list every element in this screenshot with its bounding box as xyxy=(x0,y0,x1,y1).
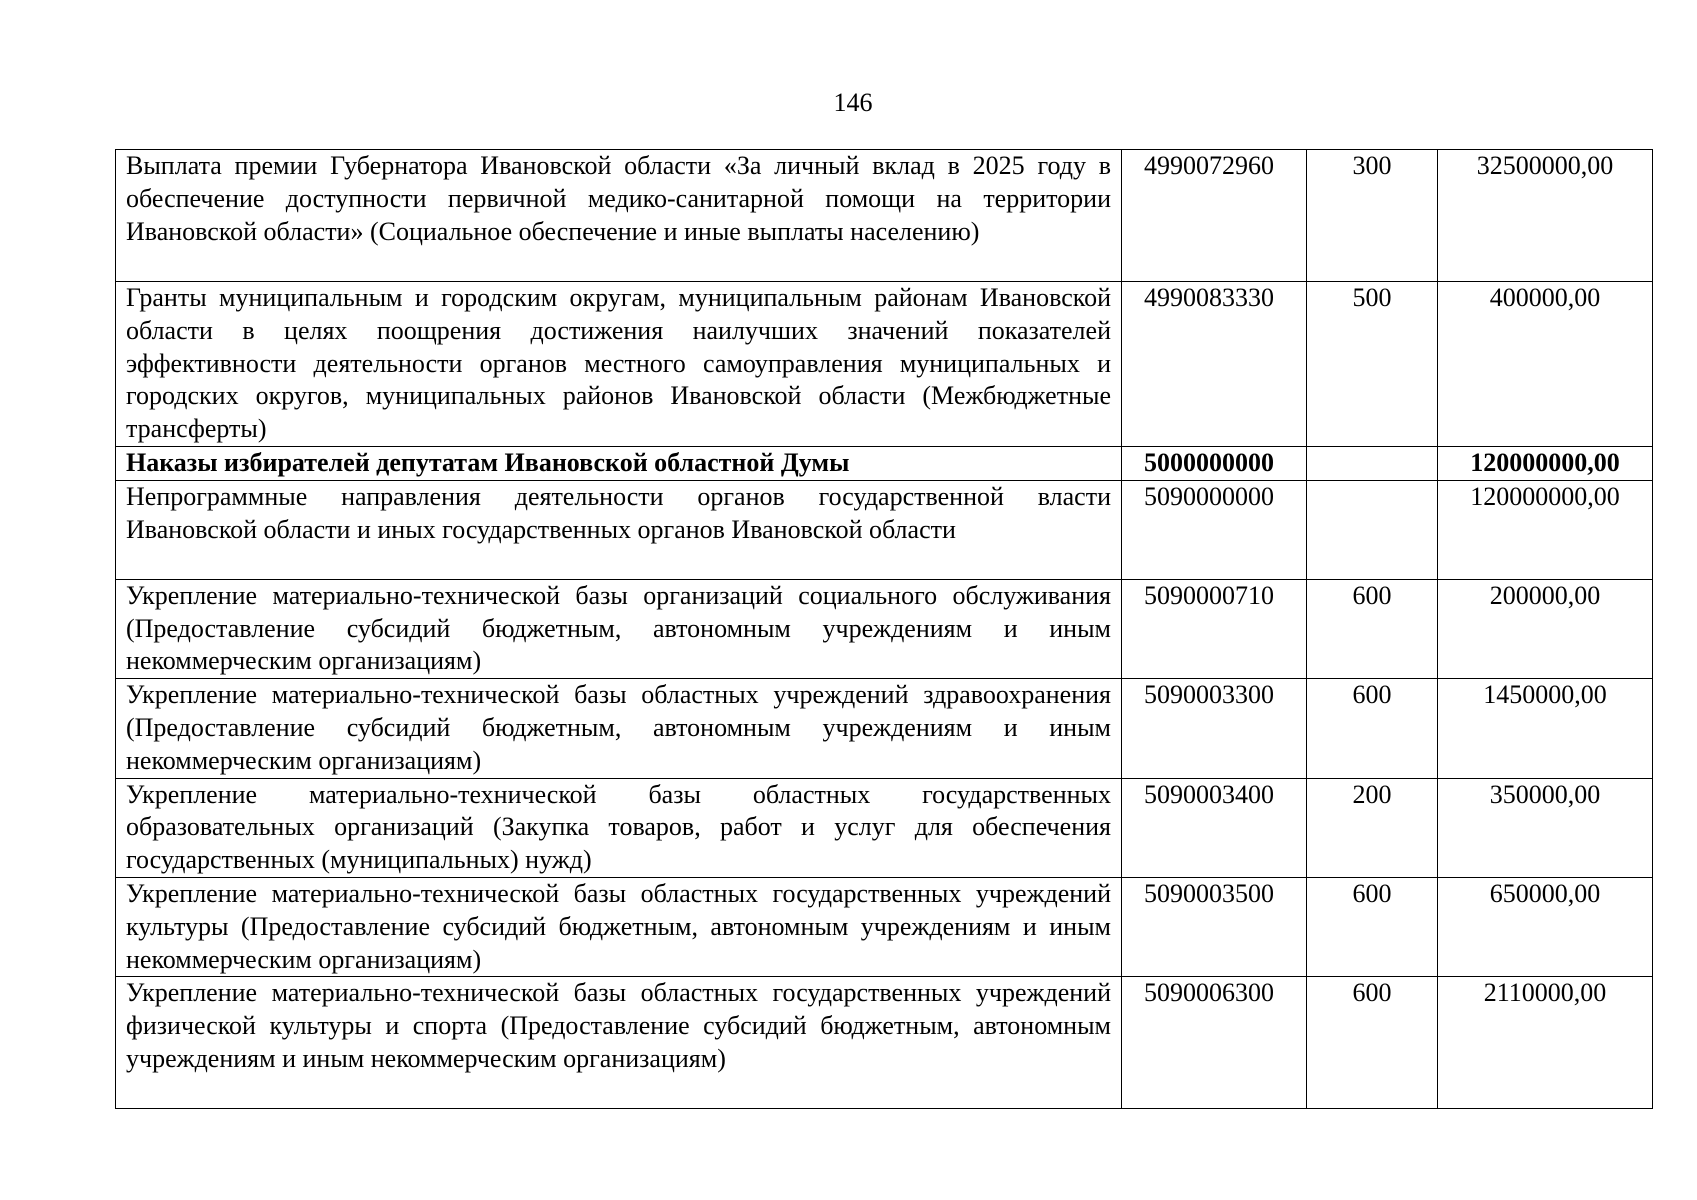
expense-type-code: 600 xyxy=(1307,579,1438,678)
target-article-code: 5090000710 xyxy=(1122,579,1307,678)
target-article-code: 4990072960 xyxy=(1122,150,1307,282)
expense-type-code: 600 xyxy=(1307,977,1438,1109)
expense-name: Гранты муниципальным и городским округам, муниципальным районам Ивановской области в целях поощрения достижения наилучших значений показателей эффективности деятельности органов местного самоуправления муниципальных и городских округов, муниципальных районов Ивановской области (Межбюджетные трансферты) xyxy=(116,282,1122,447)
page-number: 146 xyxy=(833,88,873,117)
target-article-code: 5090000000 xyxy=(1122,480,1307,579)
expense-type-code: 600 xyxy=(1307,877,1438,976)
expense-type-code xyxy=(1307,480,1438,579)
target-article-code: 4990083330 xyxy=(1122,282,1307,447)
amount: 350000,00 xyxy=(1438,778,1653,877)
amount: 120000000,00 xyxy=(1438,446,1653,480)
target-article-code: 5000000000 xyxy=(1122,446,1307,480)
section-name: Наказы избирателей депутатам Ивановской областной Думы xyxy=(116,446,1122,480)
budget-table xyxy=(115,149,1653,1109)
table-row xyxy=(116,778,1653,877)
expense-name: Непрограммные направления деятельности органов государственной власти Ивановской области и иных государственных органов Ивановской области xyxy=(116,480,1122,579)
table-row xyxy=(116,480,1653,579)
amount: 32500000,00 xyxy=(1438,150,1653,282)
amount: 650000,00 xyxy=(1438,877,1653,976)
expense-name: Укрепление материально-технической базы организаций социального обслуживания (Предоставление субсидий бюджетным, автономным учреждениям и иным некоммерческим организациям) xyxy=(116,579,1122,678)
amount: 200000,00 xyxy=(1438,579,1653,678)
table-row xyxy=(116,150,1653,282)
amount: 1450000,00 xyxy=(1438,679,1653,778)
expense-type-code: 600 xyxy=(1307,679,1438,778)
expense-type-code: 500 xyxy=(1307,282,1438,447)
target-article-code: 5090003400 xyxy=(1122,778,1307,877)
expense-type-code: 300 xyxy=(1307,150,1438,282)
amount: 120000000,00 xyxy=(1438,480,1653,579)
table-row xyxy=(116,282,1653,447)
amount: 2110000,00 xyxy=(1438,977,1653,1109)
table-row xyxy=(116,579,1653,678)
expense-name: Укрепление материально-технической базы областных государственных образовательных организаций (Закупка товаров, работ и услуг для обеспечения государственных (муниципальных) нужд) xyxy=(116,778,1122,877)
expense-type-code: 200 xyxy=(1307,778,1438,877)
expense-name: Укрепление материально-технической базы областных государственных учреждений культуры (Предоставление субсидий бюджетным, автономным учреждениям и иным некоммерческим организациям) xyxy=(116,877,1122,976)
expense-name: Выплата премии Губернатора Ивановской области «За личный вклад в 2025 году в обеспечение доступности первичной медико-санитарной помощи на территории Ивановской области» (Социальное обеспечение и иные выплаты населению) xyxy=(116,150,1122,282)
table-row xyxy=(116,877,1653,976)
target-article-code: 5090006300 xyxy=(1122,977,1307,1109)
amount: 400000,00 xyxy=(1438,282,1653,447)
table-row-section-total xyxy=(116,446,1653,480)
expense-name: Укрепление материально-технической базы областных учреждений здравоохранения (Предоставление субсидий бюджетным, автономным учреждениям и иным некоммерческим организациям) xyxy=(116,679,1122,778)
table-row xyxy=(116,679,1653,778)
expense-name: Укрепление материально-технической базы областных государственных учреждений физической культуры и спорта (Предоставление субсидий бюджетным, автономным учреждениям и иным некоммерческим организациям) xyxy=(116,977,1122,1109)
expense-type-code xyxy=(1307,446,1438,480)
target-article-code: 5090003500 xyxy=(1122,877,1307,976)
table-row xyxy=(116,977,1653,1109)
target-article-code: 5090003300 xyxy=(1122,679,1307,778)
